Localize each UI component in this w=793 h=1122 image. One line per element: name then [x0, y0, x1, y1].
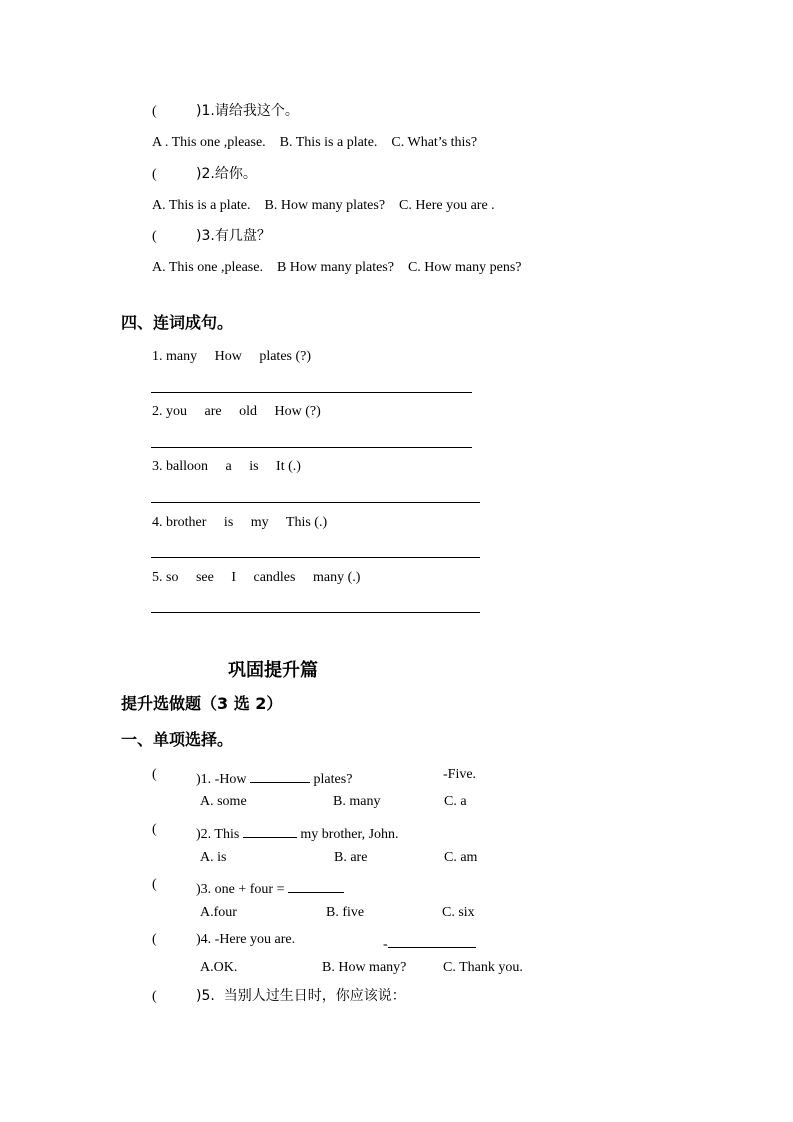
mc-q3-option-c: C. six	[442, 905, 475, 920]
mc-q4-option-a: A.OK.	[200, 960, 238, 975]
q1-label: )1.请给我这个。	[196, 103, 299, 119]
q2-paren: (	[152, 167, 157, 182]
mc-q1-paren: (	[152, 767, 157, 782]
consolidation-title: 巩固提升篇	[228, 660, 318, 681]
mc-q4-dash: -	[383, 937, 388, 952]
mc-q3-option-b: B. five	[326, 905, 365, 920]
mc-q3-stem	[196, 878, 344, 897]
sentence-item-1: 1. many How plates (?)	[152, 349, 312, 364]
q3-label: )3.有几盘？	[196, 228, 271, 244]
mc-q4-option-c: C. Thank you.	[443, 960, 523, 975]
answer-line-1[interactable]	[151, 392, 472, 393]
mc-q1-answer: -Five.	[443, 767, 477, 782]
mc-q5-number: )5. 当别人过生日时，你应该说：	[196, 988, 406, 1004]
mc-q1-blank[interactable]	[250, 768, 310, 783]
q1-options: A . This one ,please. B. This is a plate. C. What’s this?	[152, 135, 478, 150]
mc-q1-option-b: B. many	[333, 794, 381, 809]
mc-q2-paren: (	[152, 822, 157, 837]
mc-q3-option-a: A.four	[200, 905, 237, 920]
mc-q1-option-a: A. some	[200, 794, 247, 809]
mc-q3-paren: (	[152, 877, 157, 892]
consolidation-subtitle: 提升选做题（3 选 2）	[121, 694, 283, 713]
mc-q4-paren: (	[152, 932, 157, 947]
answer-line-5[interactable]	[151, 612, 480, 613]
mc-q2-number: )2. This	[196, 827, 240, 842]
section-one-heading: 一、单项选择。	[121, 730, 234, 749]
section-four-heading: 四、连词成句。	[121, 313, 234, 332]
mc-q5-paren: (	[152, 989, 157, 1004]
q1-paren: (	[152, 104, 157, 119]
mc-q4-option-b: B. How many?	[322, 960, 407, 975]
q3-options: A. This one ,please. B How many plates? C. How many pens?	[152, 260, 522, 275]
mc-q4-blank[interactable]	[388, 933, 476, 948]
mc-q2-option-b: B. are	[334, 850, 368, 865]
q2-label: )2.给你。	[196, 166, 257, 182]
mc-q4-reply	[383, 933, 476, 952]
mc-q2-option-a: A. is	[200, 850, 227, 865]
mc-q1-number: )1. -How	[196, 772, 247, 787]
mc-q4-number: )4. -Here you are.	[196, 932, 296, 947]
mc-q2-blank[interactable]	[243, 823, 297, 838]
answer-line-4[interactable]	[151, 557, 480, 558]
mc-q1-option-c: C. a	[444, 794, 467, 809]
mc-q1-stem	[196, 768, 352, 787]
answer-line-2[interactable]	[151, 447, 472, 448]
mc-q3-blank[interactable]	[288, 878, 344, 893]
mc-q2-stem	[196, 823, 399, 842]
q3-paren: (	[152, 229, 157, 244]
q2-options: A. This is a plate. B. How many plates? C. Here you are .	[152, 198, 495, 213]
mc-q2-rest: my brother, John.	[296, 827, 399, 842]
mc-q2-option-c: C. am	[444, 850, 478, 865]
sentence-item-3: 3. balloon a is It (.)	[152, 459, 301, 474]
sentence-item-5: 5. so see I candles many (.)	[152, 570, 361, 585]
sentence-item-2: 2. you are old How (?)	[152, 404, 321, 419]
sentence-item-4: 4. brother is my This (.)	[152, 515, 328, 530]
mc-q1-rest: plates?	[310, 772, 353, 787]
answer-line-3[interactable]	[151, 502, 480, 503]
mc-q3-number: )3. one + four =	[196, 882, 285, 897]
